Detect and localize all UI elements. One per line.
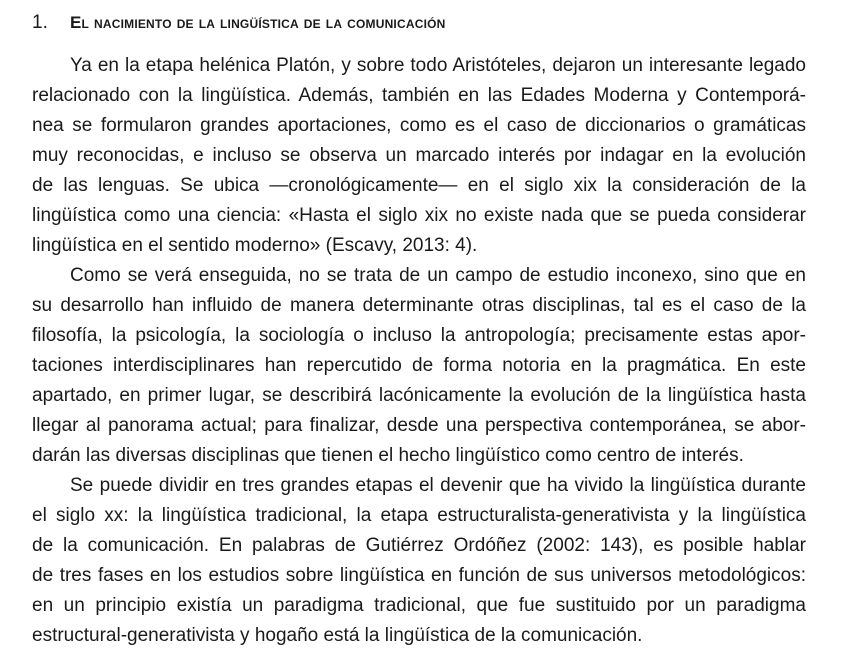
text-line: Se puede dividir en tres grandes etapas el devenir que ha vivido la lingüística durante bbox=[70, 475, 806, 496]
text-line: en un principio existía un paradigma tradicional, que fue sustituido por un paradigma bbox=[32, 595, 806, 616]
section-number: 1. bbox=[32, 12, 48, 33]
text-line: filosofía, la psicología, la sociología o incluso la antropología; precisamente estas apor- bbox=[32, 325, 806, 346]
text-line: lingüística como una ciencia: «Hasta el siglo xix no existe nada que se pueda considerar bbox=[32, 205, 806, 226]
text-line: Ya en la etapa helénica Platón, y sobre todo Aristóteles, dejaron un interesante legado bbox=[70, 55, 806, 76]
text-line: su desarrollo han influido de manera determinante otras disciplinas, tal es el caso de la bbox=[32, 295, 806, 316]
text-line: apartado, en primer lugar, se describirá lacónicamente la evolución de la lingüística hasta bbox=[32, 385, 806, 406]
text-line: Como se verá enseguida, no se trata de un campo de estudio inconexo, sino que en bbox=[70, 265, 806, 286]
text-line: nea se formularon grandes aportaciones, como es el caso de diccionarios o gramáticas bbox=[32, 115, 806, 136]
text-line: muy reconocidas, e incluso se observa un marcado interés por indagar en la evolución bbox=[32, 145, 806, 166]
section-title: El nacimiento de la lingüística de la comunicación bbox=[70, 13, 446, 32]
text-line: el siglo xx: la lingüística tradicional, la etapa estructuralista-generativista y la lingüística bbox=[32, 505, 806, 526]
text-line: de las lenguas. Se ubica —cronológicamente— en el siglo xix la consideración de la bbox=[32, 175, 806, 196]
text-line: de tres fases en los estudios sobre lingüística en función de sus universos metodológicos: bbox=[32, 565, 806, 586]
text-line: taciones interdisciplinares han repercutido de forma notoria en la pragmática. En este bbox=[32, 355, 806, 376]
text-line: relacionado con la lingüística. Además, también en las Edades Moderna y Contemporá- bbox=[32, 85, 806, 106]
text-line: de la comunicación. En palabras de Gutiérrez Ordóñez (2002: 143), es posible hablar bbox=[32, 535, 806, 556]
section-heading bbox=[32, 12, 446, 34]
text-line: llegar al panorama actual; para finalizar, desde una perspectiva contemporánea, se abor- bbox=[32, 415, 806, 436]
text-line: estructural-generativista y hogaño está la lingüística de la comunicación. bbox=[32, 625, 643, 646]
text-line: darán las diversas disciplinas que tienen el hecho lingüístico como centro de interés. bbox=[32, 445, 744, 466]
text-line: lingüística en el sentido moderno» (Escavy, 2013: 4). bbox=[32, 235, 478, 256]
